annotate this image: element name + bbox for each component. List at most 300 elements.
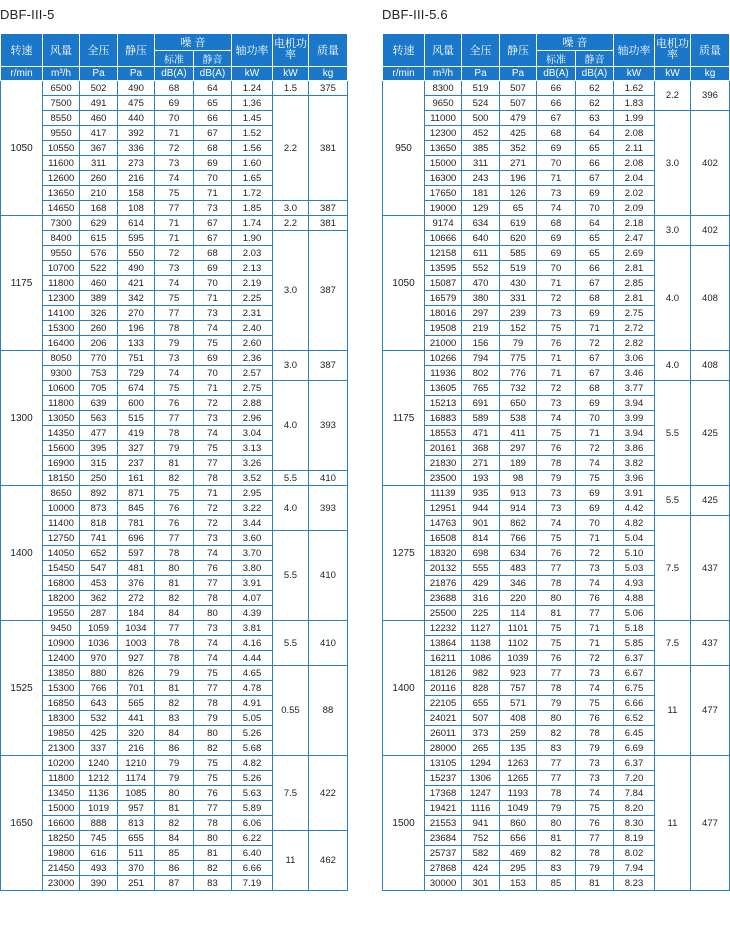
speed-cell: 1175 [383,351,425,486]
static-pressure-cell: 342 [118,291,155,306]
motor-power-cell: 0.55 [273,666,309,756]
static-pressure-cell: 813 [118,816,155,831]
airflow-cell: 18200 [43,591,80,606]
total-pressure-cell: 888 [80,816,118,831]
noise-silent-cell: 71 [575,621,613,636]
airflow-cell: 15237 [425,771,462,786]
mass-cell: 381 [308,216,347,231]
noise-silent-cell: 71 [575,636,613,651]
noise-silent-cell: 81 [193,846,231,861]
shaft-power-cell: 1.65 [231,171,272,186]
airflow-cell: 18150 [43,471,80,486]
shaft-power-cell: 2.75 [231,381,272,396]
table-row [383,216,730,231]
total-pressure-cell: 589 [462,411,500,426]
noise-standard-cell: 82 [536,846,575,861]
noise-silent-cell: 63 [575,111,613,126]
noise-standard-cell: 79 [536,801,575,816]
total-pressure-cell: 629 [80,216,118,231]
static-pressure-cell: 189 [500,456,537,471]
total-pressure-cell: 814 [462,531,500,546]
static-pressure-cell: 196 [118,321,155,336]
header-static-pressure: 静压 [500,34,537,67]
airflow-cell: 24021 [425,711,462,726]
total-pressure-cell: 225 [462,606,500,621]
header-noise: 噪 音 [536,34,613,51]
static-pressure-cell: 1174 [118,771,155,786]
noise-silent-cell: 76 [193,561,231,576]
noise-standard-cell: 81 [154,576,193,591]
airflow-cell: 8300 [425,81,462,96]
shaft-power-cell: 3.99 [613,411,654,426]
noise-silent-cell: 78 [193,696,231,711]
noise-silent-cell: 73 [193,201,231,216]
table-row [383,516,730,531]
airflow-cell: 19508 [425,321,462,336]
header-airflow: 风量 [425,34,462,67]
speed-cell: 1500 [383,756,425,891]
shaft-power-cell: 7.94 [613,861,654,876]
total-pressure-cell: 311 [462,156,500,171]
static-pressure-cell: 475 [118,96,155,111]
table-row [1,216,348,231]
total-pressure-cell: 563 [80,411,118,426]
static-pressure-cell: 538 [500,411,537,426]
noise-standard-cell: 69 [536,231,575,246]
header-airflow: 风量 [43,34,80,67]
airflow-cell: 12400 [43,651,80,666]
total-pressure-cell: 206 [80,336,118,351]
noise-silent-cell: 71 [193,291,231,306]
total-pressure-cell: 1086 [462,651,500,666]
noise-standard-cell: 75 [536,621,575,636]
static-pressure-cell: 336 [118,141,155,156]
header-total-pressure: 全压 [80,34,118,67]
static-pressure-cell: 490 [118,261,155,276]
noise-standard-cell: 80 [536,711,575,726]
static-pressure-cell: 320 [118,726,155,741]
noise-standard-cell: 69 [536,246,575,261]
motor-power-cell: 4.0 [655,246,691,351]
static-pressure-cell: 79 [500,336,537,351]
total-pressure-cell: 301 [462,876,500,891]
unit-mass: kg [308,67,347,81]
airflow-cell: 7300 [43,216,80,231]
airflow-cell: 15600 [43,441,80,456]
airflow-cell: 13105 [425,756,462,771]
static-pressure-cell: 757 [500,681,537,696]
airflow-cell: 21300 [43,741,80,756]
airflow-cell: 16211 [425,651,462,666]
motor-power-cell: 3.0 [655,216,691,246]
shaft-power-cell: 5.06 [613,606,654,621]
noise-silent-cell: 73 [575,561,613,576]
total-pressure-cell: 260 [80,171,118,186]
airflow-cell: 10700 [43,261,80,276]
static-pressure-cell: 270 [118,306,155,321]
shaft-power-cell: 6.37 [613,756,654,771]
noise-standard-cell: 73 [536,306,575,321]
shaft-power-cell: 3.70 [231,546,272,561]
total-pressure-cell: 193 [462,471,500,486]
static-pressure-cell: 860 [500,816,537,831]
total-pressure-cell: 970 [80,651,118,666]
total-pressure-cell: 417 [80,126,118,141]
shaft-power-cell: 6.06 [231,816,272,831]
unit-shaft-power: kW [231,67,272,81]
speed-cell: 1300 [1,351,43,486]
shaft-power-cell: 6.37 [613,651,654,666]
static-pressure-cell: 352 [500,141,537,156]
static-pressure-cell: 133 [118,336,155,351]
airflow-cell: 23500 [425,471,462,486]
airflow-cell: 13864 [425,636,462,651]
static-pressure-cell: 135 [500,741,537,756]
airflow-cell: 18320 [425,546,462,561]
static-pressure-cell: 196 [500,171,537,186]
total-pressure-cell: 944 [462,501,500,516]
airflow-cell: 20116 [425,681,462,696]
noise-standard-cell: 86 [154,741,193,756]
shaft-power-cell: 3.52 [231,471,272,486]
noise-standard-cell: 74 [154,276,193,291]
shaft-power-cell: 3.77 [613,381,654,396]
noise-silent-cell: 79 [193,711,231,726]
noise-silent-cell: 67 [575,366,613,381]
motor-power-cell: 11 [655,666,691,756]
noise-silent-cell: 69 [575,486,613,501]
airflow-cell: 19850 [43,726,80,741]
shaft-power-cell: 4.91 [231,696,272,711]
noise-silent-cell: 75 [575,471,613,486]
table-row [383,621,730,636]
total-pressure-cell: 156 [462,336,500,351]
airflow-cell: 23684 [425,831,462,846]
total-pressure-cell: 425 [80,726,118,741]
airflow-cell: 11800 [43,771,80,786]
total-pressure-cell: 935 [462,486,500,501]
unit-motor-power: kW [273,67,309,81]
airflow-cell: 7500 [43,96,80,111]
static-pressure-cell: 585 [500,246,537,261]
noise-silent-cell: 71 [193,486,231,501]
noise-silent-cell: 69 [575,306,613,321]
shaft-power-cell: 2.19 [231,276,272,291]
shaft-power-cell: 5.03 [613,561,654,576]
airflow-cell: 15300 [43,321,80,336]
noise-silent-cell: 72 [193,516,231,531]
noise-silent-cell: 73 [193,411,231,426]
static-pressure-cell: 259 [500,726,537,741]
noise-silent-cell: 72 [193,396,231,411]
total-pressure-cell: 552 [462,261,500,276]
noise-standard-cell: 70 [536,156,575,171]
total-pressure-cell: 390 [80,876,118,891]
noise-silent-cell: 82 [193,861,231,876]
noise-standard-cell: 71 [154,126,193,141]
static-pressure-cell: 483 [500,561,537,576]
static-pressure-cell: 421 [118,276,155,291]
noise-standard-cell: 84 [154,606,193,621]
airflow-cell: 18250 [43,831,80,846]
table-row [383,381,730,396]
total-pressure-cell: 367 [80,141,118,156]
mass-cell: 375 [308,81,347,96]
shaft-power-cell: 8.23 [613,876,654,891]
airflow-cell: 23688 [425,591,462,606]
static-pressure-cell: 619 [500,216,537,231]
noise-standard-cell: 84 [154,726,193,741]
noise-standard-cell: 68 [536,126,575,141]
shaft-power-cell: 8.20 [613,801,654,816]
static-pressure-cell: 376 [118,576,155,591]
noise-silent-cell: 72 [575,546,613,561]
mass-cell: 425 [690,486,729,516]
total-pressure-cell: 395 [80,441,118,456]
shaft-power-cell: 1.36 [231,96,272,111]
airflow-cell: 14763 [425,516,462,531]
total-pressure-cell: 522 [80,261,118,276]
airflow-cell: 13605 [425,381,462,396]
total-pressure-cell: 880 [80,666,118,681]
total-pressure-cell: 941 [462,816,500,831]
airflow-cell: 15213 [425,396,462,411]
motor-power-cell: 2.2 [273,96,309,201]
airflow-cell: 14050 [43,546,80,561]
total-pressure-cell: 502 [80,81,118,96]
noise-standard-cell: 78 [154,651,193,666]
noise-silent-cell: 77 [575,831,613,846]
shaft-power-cell: 2.96 [231,411,272,426]
noise-standard-cell: 66 [536,96,575,111]
total-pressure-cell: 519 [462,81,500,96]
shaft-power-cell: 2.13 [231,261,272,276]
shaft-power-cell: 1.74 [231,216,272,231]
static-pressure-cell: 126 [500,186,537,201]
shaft-power-cell: 3.81 [231,621,272,636]
noise-standard-cell: 77 [154,411,193,426]
total-pressure-cell: 243 [462,171,500,186]
shaft-power-cell: 7.19 [231,876,272,891]
airflow-cell: 6500 [43,81,80,96]
unit-static-pressure: Pa [500,67,537,81]
static-pressure-cell: 272 [118,591,155,606]
motor-power-cell: 3.0 [655,111,691,216]
noise-silent-cell: 72 [575,651,613,666]
airflow-cell: 8650 [43,486,80,501]
mass-cell: 425 [690,381,729,486]
shaft-power-cell: 7.20 [613,771,654,786]
header-noise-silent: 静音 [575,51,613,67]
noise-silent-cell: 64 [575,126,613,141]
airflow-cell: 30000 [425,876,462,891]
airflow-cell: 8050 [43,351,80,366]
static-pressure-cell: 571 [500,696,537,711]
static-pressure-cell: 1210 [118,756,155,771]
static-pressure-cell: 507 [500,81,537,96]
airflow-cell: 18300 [43,711,80,726]
static-pressure-cell: 114 [500,606,537,621]
airflow-cell: 21553 [425,816,462,831]
airflow-cell: 18016 [425,306,462,321]
table-row [1,531,348,546]
noise-silent-cell: 73 [193,531,231,546]
airflow-cell: 12158 [425,246,462,261]
airflow-cell: 16883 [425,411,462,426]
noise-silent-cell: 74 [575,681,613,696]
motor-power-cell: 2.2 [655,81,691,111]
shaft-power-cell: 2.95 [231,486,272,501]
noise-standard-cell: 77 [536,756,575,771]
shaft-power-cell: 4.39 [231,606,272,621]
static-pressure-cell: 251 [118,876,155,891]
shaft-power-cell: 3.86 [613,441,654,456]
noise-standard-cell: 78 [154,321,193,336]
noise-standard-cell: 78 [536,576,575,591]
shaft-power-cell: 2.85 [613,276,654,291]
total-pressure-cell: 611 [462,246,500,261]
noise-standard-cell: 75 [154,291,193,306]
shaft-power-cell: 1.24 [231,81,272,96]
motor-power-cell: 7.5 [273,756,309,831]
noise-standard-cell: 79 [154,441,193,456]
static-pressure-cell: 1039 [500,651,537,666]
airflow-cell: 13650 [425,141,462,156]
static-pressure-cell: 273 [118,156,155,171]
noise-standard-cell: 75 [536,321,575,336]
noise-standard-cell: 82 [154,696,193,711]
noise-standard-cell: 76 [154,396,193,411]
noise-silent-cell: 69 [193,261,231,276]
static-pressure-cell: 826 [118,666,155,681]
noise-standard-cell: 79 [154,756,193,771]
shaft-power-cell: 5.68 [231,741,272,756]
airflow-cell: 10550 [43,141,80,156]
table-row [1,831,348,846]
noise-silent-cell: 70 [575,411,613,426]
static-pressure-cell: 216 [118,741,155,756]
noise-standard-cell: 78 [536,681,575,696]
airflow-cell: 13595 [425,261,462,276]
airflow-cell: 25737 [425,846,462,861]
noise-standard-cell: 76 [536,651,575,666]
noise-silent-cell: 77 [193,576,231,591]
motor-power-cell: 11 [273,831,309,891]
shaft-power-cell: 2.09 [613,201,654,216]
noise-silent-cell: 66 [193,111,231,126]
total-pressure-cell: 219 [462,321,500,336]
unit-total-pressure: Pa [80,67,118,81]
total-pressure-cell: 470 [462,276,500,291]
airflow-cell: 21000 [425,336,462,351]
performance-table-dbf-iii-5-6 [382,33,730,891]
noise-standard-cell: 79 [536,696,575,711]
shaft-power-cell: 3.96 [613,471,654,486]
noise-silent-cell: 73 [575,756,613,771]
motor-power-cell: 1.5 [273,81,309,96]
table-row [383,81,730,96]
total-pressure-cell: 1294 [462,756,500,771]
static-pressure-cell: 1085 [118,786,155,801]
noise-silent-cell: 70 [193,171,231,186]
static-pressure-cell: 927 [118,651,155,666]
shaft-power-cell: 4.07 [231,591,272,606]
noise-silent-cell: 74 [193,651,231,666]
table-row [1,81,348,96]
table-row [1,381,348,396]
mass-cell: 437 [690,621,729,666]
header-speed: 转速 [383,34,425,67]
speed-cell: 1050 [383,216,425,351]
static-pressure-cell: 914 [500,501,537,516]
static-pressure-cell: 515 [118,411,155,426]
shaft-power-cell: 1.83 [613,96,654,111]
noise-standard-cell: 70 [154,111,193,126]
noise-standard-cell: 81 [154,456,193,471]
noise-standard-cell: 72 [536,381,575,396]
noise-silent-cell: 66 [575,156,613,171]
total-pressure-cell: 652 [80,546,118,561]
total-pressure-cell: 582 [462,846,500,861]
static-pressure-cell: 1263 [500,756,537,771]
noise-standard-cell: 73 [154,156,193,171]
total-pressure-cell: 1212 [80,771,118,786]
airflow-cell: 14100 [43,306,80,321]
static-pressure-cell: 152 [500,321,537,336]
total-pressure-cell: 129 [462,201,500,216]
static-pressure-cell: 871 [118,486,155,501]
total-pressure-cell: 453 [80,576,118,591]
total-pressure-cell: 424 [462,861,500,876]
airflow-cell: 15300 [43,681,80,696]
total-pressure-cell: 691 [462,396,500,411]
noise-standard-cell: 84 [154,831,193,846]
noise-standard-cell: 77 [536,666,575,681]
airflow-cell: 12600 [43,171,80,186]
static-pressure-cell: 425 [500,126,537,141]
total-pressure-cell: 634 [462,216,500,231]
static-pressure-cell: 655 [118,831,155,846]
noise-standard-cell: 75 [154,381,193,396]
total-pressure-cell: 316 [462,591,500,606]
table-row [1,756,348,771]
shaft-power-cell: 1.62 [613,81,654,96]
motor-power-cell: 4.0 [655,351,691,381]
speed-cell: 1525 [1,621,43,756]
shaft-power-cell: 3.26 [231,456,272,471]
static-pressure-cell: 650 [500,396,537,411]
shaft-power-cell: 5.89 [231,801,272,816]
airflow-cell: 22105 [425,696,462,711]
total-pressure-cell: 460 [80,111,118,126]
shaft-power-cell: 3.82 [613,456,654,471]
static-pressure-cell: 1003 [118,636,155,651]
static-pressure-cell: 511 [118,846,155,861]
total-pressure-cell: 491 [80,96,118,111]
shaft-power-cell: 2.31 [231,306,272,321]
shaft-power-cell: 7.84 [613,786,654,801]
noise-silent-cell: 75 [193,441,231,456]
airflow-cell: 12951 [425,501,462,516]
airflow-cell: 15000 [425,156,462,171]
table-row [383,666,730,681]
performance-table-dbf-iii-5 [0,33,348,891]
table-row [383,246,730,261]
total-pressure-cell: 477 [80,426,118,441]
total-pressure-cell: 766 [80,681,118,696]
noise-silent-cell: 67 [575,351,613,366]
total-pressure-cell: 752 [462,831,500,846]
